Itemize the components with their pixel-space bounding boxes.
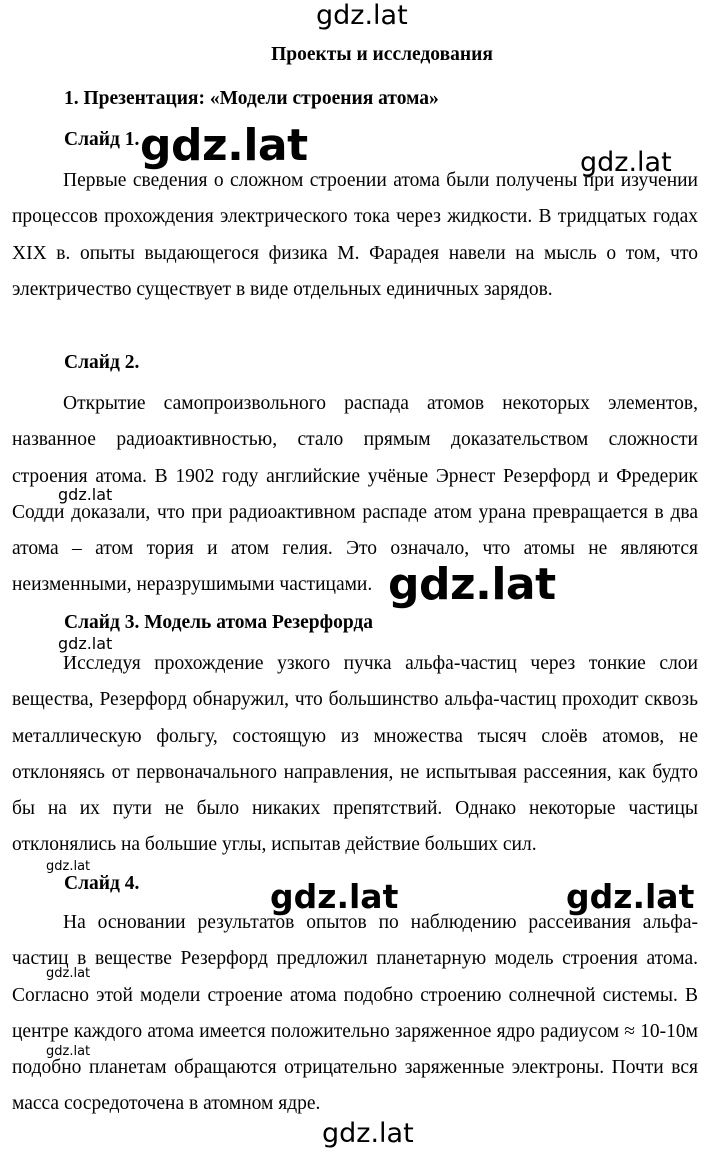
watermark-text: gdz.lat xyxy=(566,877,695,916)
watermark-text: gdz.lat xyxy=(46,859,91,874)
slide-4-heading: Слайд 4. xyxy=(64,873,140,894)
slide-2-text: Открытие самопроизвольного распада атомов некоторых элементов, названное радиоактивностью, стало прямым доказательством сложности строения атома. В 1902 году английские учёные Эрнест Резерфорд и Фредерик Содди доказали, что при радиоактивном распаде атом урана превращается в два атома – атом тория и атом гелия. Это означало, что атомы не являются неизменными, неразрушимыми частицами. xyxy=(12,393,698,596)
watermark-text: gdz.lat xyxy=(316,0,408,31)
page-title: Проекты и исследования xyxy=(271,44,493,65)
project-heading: 1. Презентация: «Модели строения атома» xyxy=(64,88,439,109)
watermark-text: gdz.lat xyxy=(270,877,399,916)
slide-2-heading: Слайд 2. xyxy=(64,352,140,373)
watermark-text: gdz.lat xyxy=(46,1044,91,1059)
watermark-text: gdz.lat xyxy=(580,147,672,178)
slide-1-heading: Слайд 1. xyxy=(64,129,140,150)
slide-3-text: Исследуя прохождение узкого пучка альфа-частиц через тонкие слои вещества, Резерфорд обнаружил, что большинство альфа-частиц проходит сквозь металлическую фольгу, состоящую из множества тысяч слоёв атомов, не отклоняясь от первоначального направления, не испытывая рассеяния, как будто бы на их пути не было никаких препятствий. Однако некоторые частицы отклонялись на большие углы, испытав действие больших сил. xyxy=(12,653,698,856)
watermark-text: gdz.lat xyxy=(140,120,308,171)
watermark-text: gdz.lat xyxy=(322,1118,414,1149)
slide-1-text: Первые сведения о сложном строении атома были получены при изучении процессов прохождения электрического тока через жидкости. В тридцатых годах XIX в. опыты выдающегося физика М. Фарадея навели на мысль о том, что электричество существует в виде отдельных единичных зарядов. xyxy=(12,170,698,300)
slide-3-heading: Слайд 3. Модель атома Резерфорда xyxy=(64,612,374,633)
watermark-text: gdz.lat xyxy=(388,559,556,610)
watermark-text: gdz.lat xyxy=(46,966,91,981)
watermark-text: gdz.lat xyxy=(58,485,113,504)
watermark-text: gdz.lat xyxy=(58,634,113,653)
slide-4-text: На основании результатов опытов по наблюдению рассеивания альфа-частиц в веществе Резерфорд предложил планетарную модель строения атома. Согласно этой модели строение атома подобно строению солнечной системы. В центре каждого атома имеется положительно заряженное ядро радиусом ≈ 10-10м подобно планетам обращаются отрицательно заряженные электроны. Почти вся масса сосредоточена в атомном ядре. xyxy=(12,912,698,1115)
